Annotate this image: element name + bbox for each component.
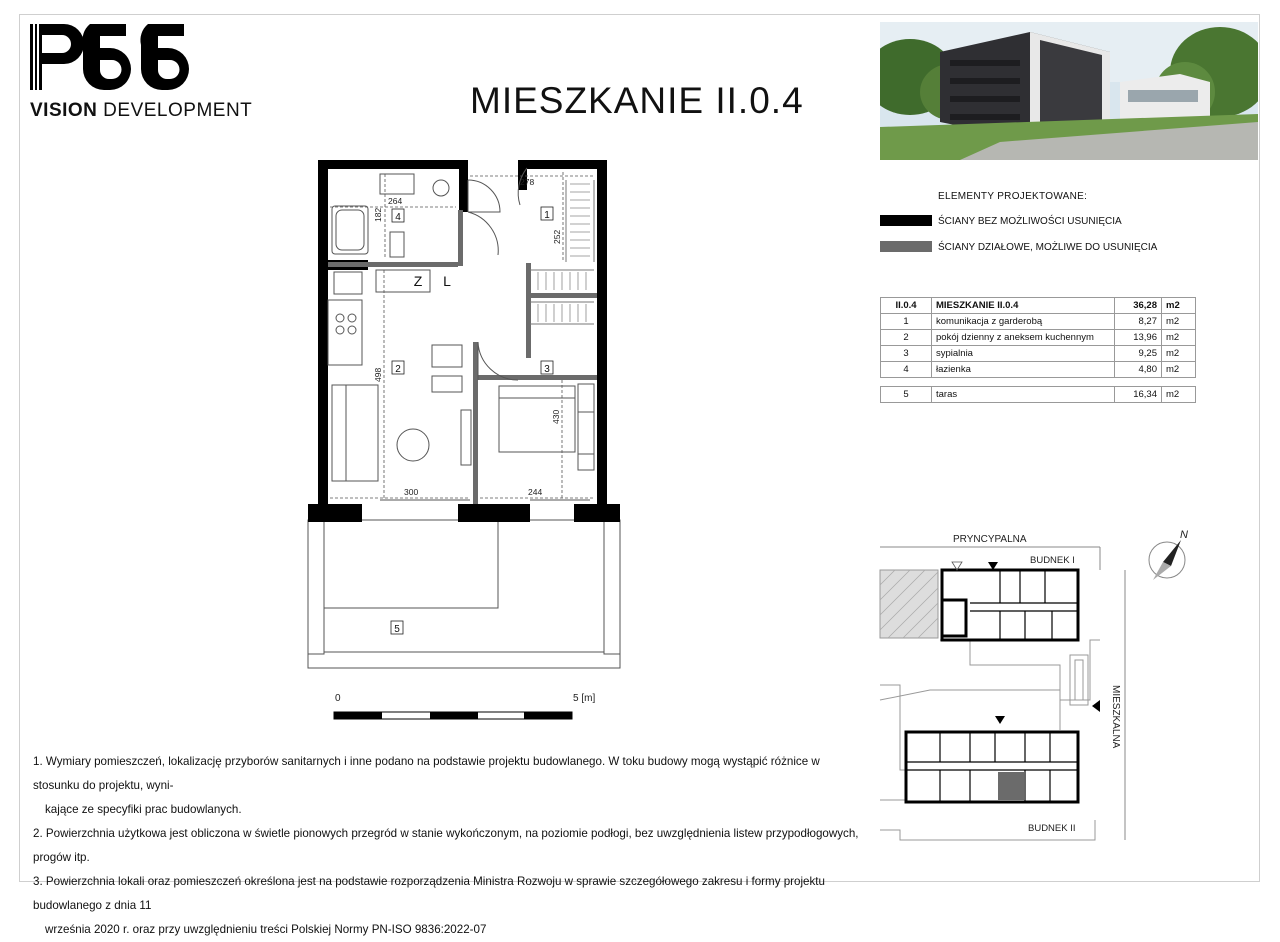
dim-264: 264 [388, 196, 403, 206]
logo-tagline: VISION DEVELOPMENT [30, 100, 253, 121]
table-cell: 13,96 [1115, 330, 1162, 346]
room-number-4: 4 [395, 212, 401, 223]
table-row-terrace [881, 387, 1196, 403]
street-label-mieszkalna: MIESZKALNA [1110, 685, 1121, 749]
dim-252: 252 [552, 229, 562, 244]
building-label-2: BUDNEK II [1028, 823, 1076, 834]
room-number-1: 1 [544, 210, 550, 221]
table-row [881, 362, 1196, 378]
table-cell: taras [932, 387, 1115, 403]
north-arrow-icon [1149, 540, 1185, 580]
floor-plan [300, 155, 630, 730]
table-cell: 1 [881, 314, 932, 330]
table-cell: 9,25 [1115, 346, 1162, 362]
table-cell: 4 [881, 362, 932, 378]
table-cell: II.0.4 [881, 298, 932, 314]
table-cell: MIESZKANIE II.0.4 [932, 298, 1115, 314]
dim-300: 300 [404, 487, 419, 497]
note-line: kające ze specyfiki prac budowlanych. [45, 803, 242, 816]
legend-title: ELEMENTY PROJEKTOWANE: [938, 191, 1088, 202]
room-number-2: 2 [395, 364, 401, 375]
dim-182: 182 [373, 207, 383, 222]
scale-bar [334, 712, 572, 719]
building-rendering [880, 22, 1258, 160]
dim-430: 430 [551, 409, 561, 424]
table-cell: m2 [1162, 346, 1196, 362]
room-number-3: 3 [544, 364, 550, 375]
table-spacer [881, 378, 1196, 387]
table-cell: komunikacja z garderobą [932, 314, 1115, 330]
terrace-outline [308, 520, 620, 668]
legend-label-bearing: ŚCIANY BEZ MOŻLIWOŚCI USUNIĘCIA [938, 216, 1122, 227]
table-cell: 5 [881, 387, 932, 403]
table-cell: m2 [1162, 330, 1196, 346]
note-line: 3. Powierzchnia lokali oraz pomieszczeń określona jest na podstawie rozporządzenia Ministra Rozwoju w sprawie szczegółowego zakresu i formy projektu budowlanego z dnia 11 [33, 875, 825, 912]
table-cell: 4,80 [1115, 362, 1162, 378]
table-cell: pokój dzienny z aneksem kuchennym [932, 330, 1115, 346]
dim-278: 278 [520, 177, 535, 187]
north-label: N [1180, 529, 1188, 541]
table-row [881, 346, 1196, 362]
table-cell: łazienka [932, 362, 1115, 378]
table-cell: 2 [881, 330, 932, 346]
scale-end-label: 5 [m] [573, 693, 596, 704]
note-line: września 2020 r. oraz przy uwzględnieniu treści Polskiej Normy PN-ISO 9836:2022-07 [45, 923, 487, 936]
p66-logo [30, 22, 205, 94]
area-table [880, 297, 1196, 403]
legend-swatch-partition [880, 241, 932, 252]
street-label-pryncypalna: PRYNCYPALNA [953, 534, 1027, 545]
bearing-walls [308, 160, 620, 522]
table-cell: m2 [1162, 298, 1196, 314]
footnotes [33, 750, 863, 942]
table-cell: sypialnia [932, 346, 1115, 362]
table-cell: m2 [1162, 362, 1196, 378]
legend-swatch-bearing [880, 215, 932, 226]
page-title: MIESZKANIE II.0.4 [470, 80, 804, 121]
table-cell: 8,27 [1115, 314, 1162, 330]
dim-244: 244 [528, 487, 543, 497]
scale-start-label: 0 [335, 693, 341, 704]
building-label-1: BUDNEK I [1030, 555, 1075, 566]
table-cell: m2 [1162, 387, 1196, 403]
table-row [881, 314, 1196, 330]
table-row [881, 330, 1196, 346]
legend-label-partition: ŚCIANY DZIAŁOWE, MOŻLIWE DO USUNIĘCIA [938, 242, 1158, 253]
table-cell: 16,34 [1115, 387, 1162, 403]
site-plan [870, 522, 1200, 847]
dim-498: 498 [373, 367, 383, 382]
apartment-highlight [998, 772, 1024, 800]
note-line: 1. Wymiary pomieszczeń, lokalizację przyborów sanitarnych i inne podano na podstawie projektu budowlanego. W toku budowy mogą wystąpić różnice w stosunku do projektu, wyni- [33, 755, 820, 792]
table-cell: m2 [1162, 314, 1196, 330]
table-header-row [881, 298, 1196, 314]
room-number-5: 5 [394, 624, 400, 635]
table-cell: 36,28 [1115, 298, 1162, 314]
note-line: 2. Powierzchnia użytkowa jest obliczona w świetle pionowych przegród w stanie wykończonym, na poziomie podłogi, bez uwzględnienia listew przypodłogowych, progów itp. [33, 827, 859, 864]
fridge-label-z: Z [413, 273, 423, 289]
table-cell: 3 [881, 346, 932, 362]
freezer-label-l: L [443, 273, 451, 289]
